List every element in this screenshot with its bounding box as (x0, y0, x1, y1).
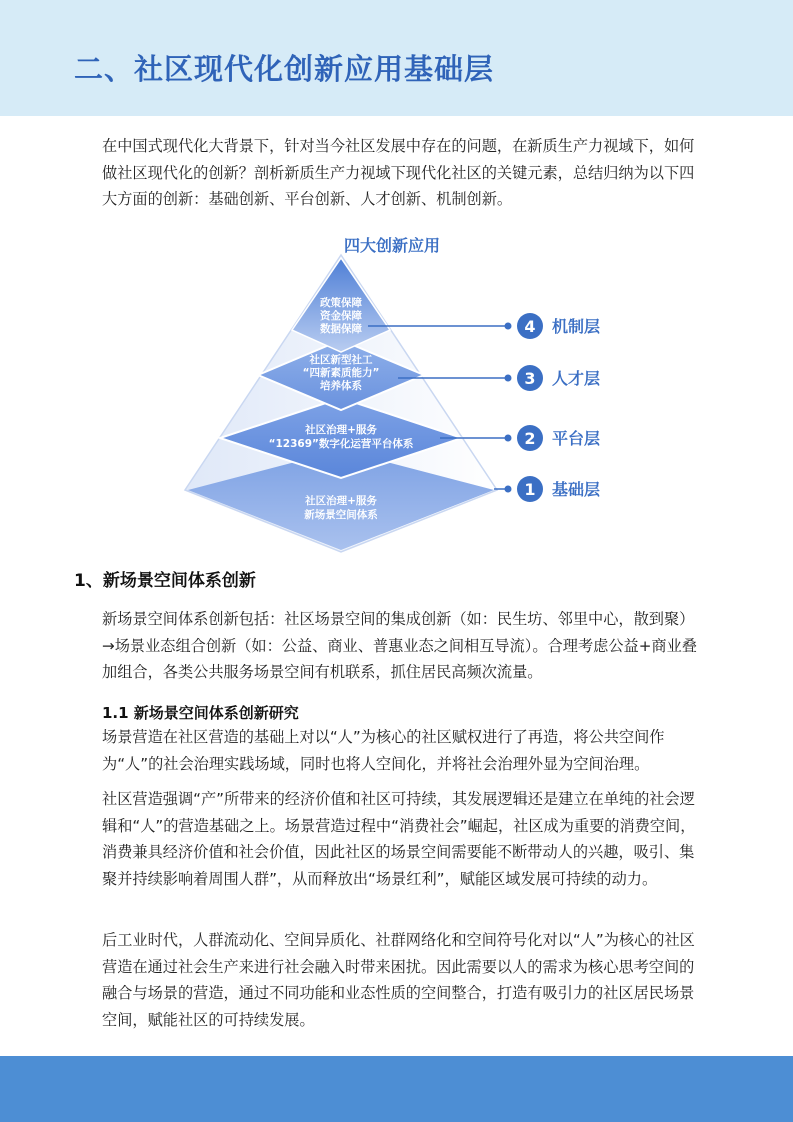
tier-1-text-line: 新场景空间体系 (304, 509, 378, 521)
section-1-paragraph: 新场景空间体系创新包括：社区场景空间的集成创新（如：民生坊、邻里中心，散到聚）→场景业态组合创新（如：公益、商业、普惠业态之间相互导流）。合理考虑公益+商业叠加组合，各类公共服务场景空间有机联系，抓住居民高频次流量。 (102, 610, 697, 681)
tier-4-text-line: 政策保障 (320, 297, 362, 309)
page-title: 二、社区现代化创新应用基础层 (74, 52, 495, 86)
intro-paragraph: 在中国式现代化大背景下，针对当今社区发展中存在的问题，在新质生产力视域下，如何做社区现代化的创新？剖析新质生产力视域下现代化社区的关键元素，总结归纳为以下四大方面的创新：基础创新、平台创新、人才创新、机制创新。 (102, 137, 695, 208)
tier-3-number: 3 (524, 369, 536, 388)
subsection-paragraph-1: 场景营造在社区营造的基础上对以“人”为核心的社区赋权进行了再造，将公共空间作为“人”的社会治理实践场域，同时也将人空间化，并将社会治理外显为空间治理。 (102, 728, 665, 773)
subsection-paragraph-2: 社区营造强调“产”所带来的经济价值和社区可持续，其发展逻辑还是建立在单纯的社会逻辑和“人”的营造基础之上。场景营造过程中“消费社会”崛起，社区成为重要的消费空间，消费兼具经济价值和社会价值，因此社区的场景空间需要能不断带动人的兴趣，吸引、集聚并持续影响着周围人群”，从而释放出“场景红利”，赋能区域发展可持续的动力。 (102, 790, 696, 888)
tier-2-label: 平台层 (552, 429, 601, 448)
tier-3-text-line: “四新素质能力” (302, 367, 380, 379)
footer-band (0, 1056, 793, 1122)
subsection-1-1-heading: 1.1 新场景空间体系创新研究 (102, 704, 299, 722)
section-1-heading: 1、新场景空间体系创新 (74, 571, 256, 591)
tier-1-label: 基础层 (552, 480, 601, 499)
tier-4-text-line: 资金保障 (320, 310, 362, 322)
diagram-title: 四大创新应用 (344, 236, 441, 255)
tier-2-number: 2 (524, 429, 536, 448)
tier-3-connector-dot (505, 375, 512, 382)
tier-1-text-line: 社区治理+服务 (305, 495, 377, 507)
tier-4-connector-dot (505, 323, 512, 330)
tier-4-label: 机制层 (552, 317, 601, 336)
tier-3-text-line: 社区新型社工 (309, 354, 373, 366)
tier-1-connector-dot (505, 486, 512, 493)
tier-1-number: 1 (524, 480, 536, 499)
tier-3-text-line: 培养体系 (320, 380, 362, 392)
tier-3-label: 人才层 (552, 369, 601, 388)
innovation-pyramid-diagram (0, 0, 793, 560)
tier-4-number: 4 (524, 317, 536, 336)
tier-4-text-line: 数据保障 (320, 323, 362, 335)
tier-2-text-line: “12369”数字化运营平台体系 (268, 438, 414, 450)
tier-2-connector-dot (505, 435, 512, 442)
subsection-paragraph-3: 后工业时代，人群流动化、空间异质化、社群网络化和空间符号化对以“人”为核心的社区营造在通过社会生产来进行社会融入时带来困扰。因此需要以人的需求为核心思考空间的融合与场景的营造，通过不同功能和业态性质的空间整合，打造有吸引力的社区居民场景空间，赋能社区的可持续发展。 (102, 931, 695, 1029)
tier-2-text-line: 社区治理+服务 (305, 424, 377, 436)
